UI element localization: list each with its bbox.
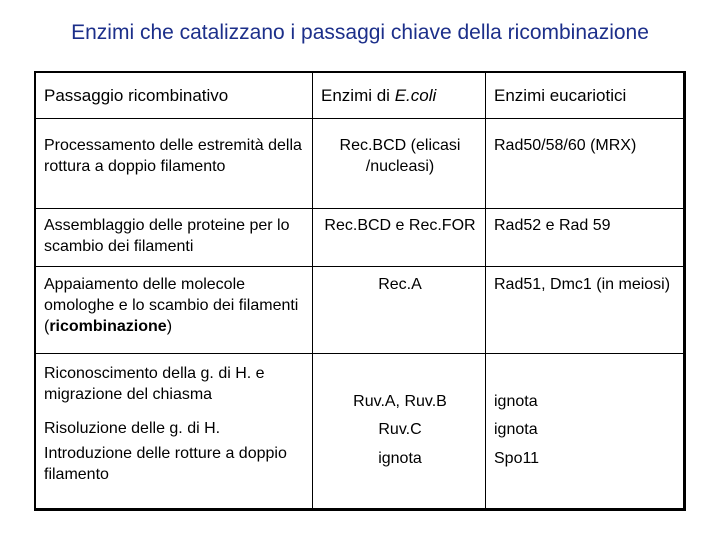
header-step: Passaggio ricombinativo <box>44 86 229 105</box>
row4-eukaryotic-b: ignota <box>494 421 538 438</box>
column-divider <box>485 73 486 508</box>
row3-step-bold: ricombinazione <box>49 318 167 335</box>
row4-eukaryotic-a: ignota <box>494 393 538 410</box>
row3-step-suffix: ) <box>166 318 173 335</box>
row2-step: Assemblaggio delle proteine per lo scambio dei filamenti <box>44 217 290 255</box>
row4-step-b: Risoluzione delle g. di H. <box>44 420 221 437</box>
row4-ecoli-b: Ruv.C <box>378 421 422 438</box>
header-eukaryotic: Enzimi eucariotici <box>494 86 627 105</box>
row-divider <box>36 266 683 267</box>
row1-step: Processamento delle estremità della rottura a doppio filamento <box>44 137 302 175</box>
row3-step <box>44 274 306 337</box>
header-ecoli <box>321 85 487 106</box>
row1-ecoli: Rec.BCD (elicasi /nucleasi) <box>339 137 461 175</box>
row4-ecoli-c: ignota <box>378 450 422 467</box>
row3-eukaryotic: Rad51, Dmc1 (in meiosi) <box>494 276 671 293</box>
row4-ecoli-a: Ruv.A, Ruv.B <box>353 393 447 410</box>
row2-ecoli: Rec.BCD e Rec.FOR <box>324 217 476 234</box>
recombination-enzymes-table <box>34 71 686 511</box>
row4-step-a: Riconoscimento della g. di H. e migrazione del chiasma <box>44 365 265 403</box>
row3-step-prefix: Appaiamento delle molecole omologhe e lo scambio dei filamenti ( <box>44 276 299 335</box>
row-divider <box>36 208 683 209</box>
header-divider <box>36 118 683 119</box>
slide-title: Enzimi che catalizzano i passaggi chiave della ricombinazione <box>71 21 649 44</box>
row4-step-c: Introduzione delle rotture a doppio filamento <box>44 445 287 483</box>
header-ecoli-prefix: Enzimi di <box>321 86 395 105</box>
row-divider <box>36 353 683 354</box>
row2-eukaryotic: Rad52 e Rad 59 <box>494 217 611 234</box>
row3-ecoli: Rec.A <box>378 276 422 293</box>
row1-eukaryotic: Rad50/58/60 (MRX) <box>494 137 637 154</box>
column-divider <box>312 73 313 508</box>
row4-eukaryotic-c: Spo11 <box>494 450 540 467</box>
header-ecoli-italic: E.coli <box>394 86 437 105</box>
